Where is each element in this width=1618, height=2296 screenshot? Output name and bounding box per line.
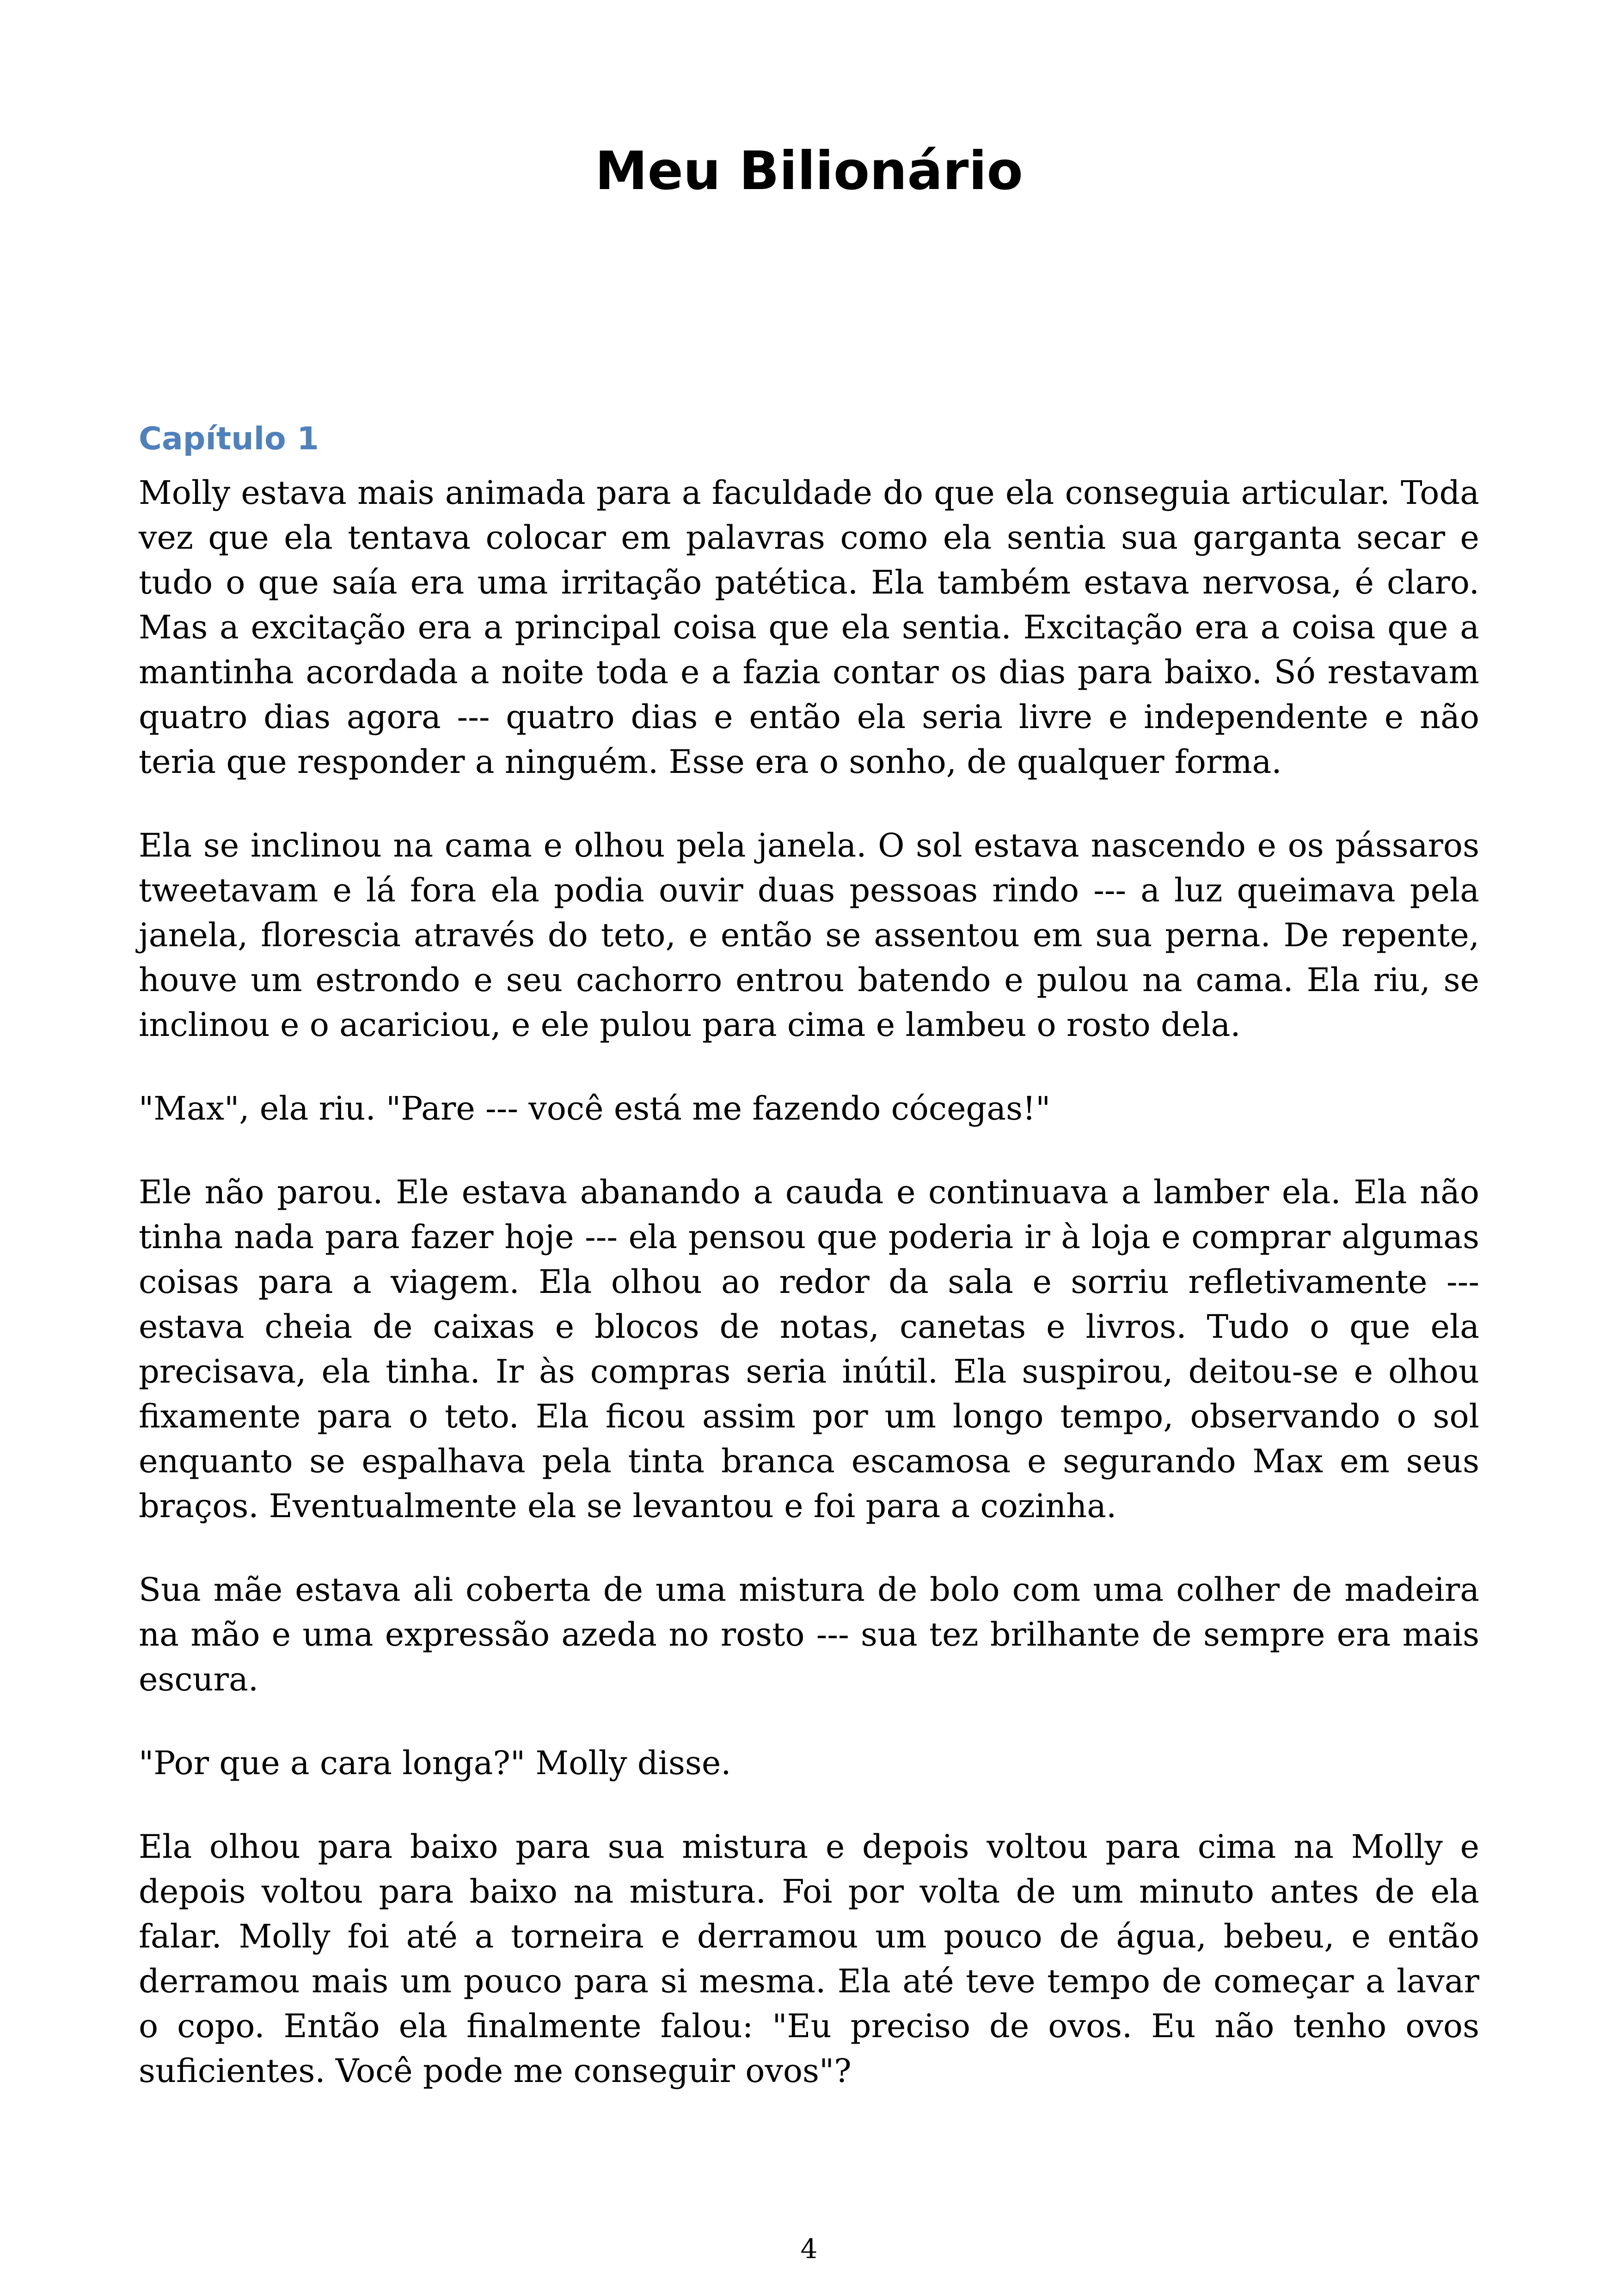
- paragraph: "Max", ela riu. "Pare --- você está me fazendo cócegas!": [139, 1090, 1051, 1127]
- paragraph: Ela olhou para baixo para sua mistura e depois voltou para cima na Molly e depois voltou para baixo na mistura. Foi por volta de um minuto antes de ela falar. Molly foi até a torneira e derramou um pouco de água, bebeu, e então derramou mais um pouco para si mesma. Ela até teve tempo de começar a lavar o copo. Então ela finalmente falou: "Eu preciso de ovos. Eu não tenho ovos suficientes. Você pode me conseguir ovos"?: [139, 1828, 1479, 2090]
- document-title: Meu Bilionário: [595, 140, 1023, 202]
- paragraph: "Por que a cara longa?" Molly disse.: [139, 1744, 731, 1782]
- page-number: 4: [800, 2233, 818, 2265]
- paragraph: Ele não parou. Ele estava abanando a cauda e continuava a lamber ela. Ela não tinha nada para fazer hoje --- ela pensou que poderia ir à loja e comprar algumas coisas para a viagem. Ela olhou ao redor da sala e sorriu refletivamente --- estava cheia de caixas e blocos de notas, canetas e livros. Tudo o que ela precisava, ela tinha. Ir às compras seria inútil. Ela suspirou, deitou-se e olhou fixamente para o teto. Ela ficou assim por um longo tempo, observando o sol enquanto se espalhava pela tinta branca escamosa e segurando Max em seus braços. Eventualmente ela se levantou e foi para a cozinha.: [139, 1173, 1479, 1525]
- chapter-heading: Capítulo 1: [139, 421, 319, 457]
- paragraph: Sua mãe estava ali coberta de uma mistura de bolo com uma colher de madeira na mão e uma expressão azeda no rosto --- sua tez brilhante de sempre era mais escura.: [139, 1571, 1479, 1698]
- chapter-body: [139, 471, 1479, 2132]
- paragraph: Molly estava mais animada para a faculdade do que ela conseguia articular. Toda vez que ela tentava colocar em palavras como ela sentia sua garganta secar e tudo o que saía era uma irritação patética. Ela também estava nervosa, é claro. Mas a excitação era a principal coisa que ela sentia. Excitação era a coisa que a mantinha acordada a noite toda e a fazia contar os dias para baixo. Só restavam quatro dias agora --- quatro dias e então ela seria livre e independente e não teria que responder a ninguém. Esse era o sonho, de qualquer forma.: [139, 474, 1479, 781]
- paragraph: Ela se inclinou na cama e olhou pela janela. O sol estava nascendo e os pássaros tweetavam e lá fora ela podia ouvir duas pessoas rindo --- a luz queimava pela janela, florescia através do teto, e então se assentou em sua perna. De repente, houve um estrondo e seu cachorro entrou batendo e pulou na cama. Ela riu, se inclinou e o acariciou, e ele pulou para cima e lambeu o rosto dela.: [139, 827, 1479, 1044]
